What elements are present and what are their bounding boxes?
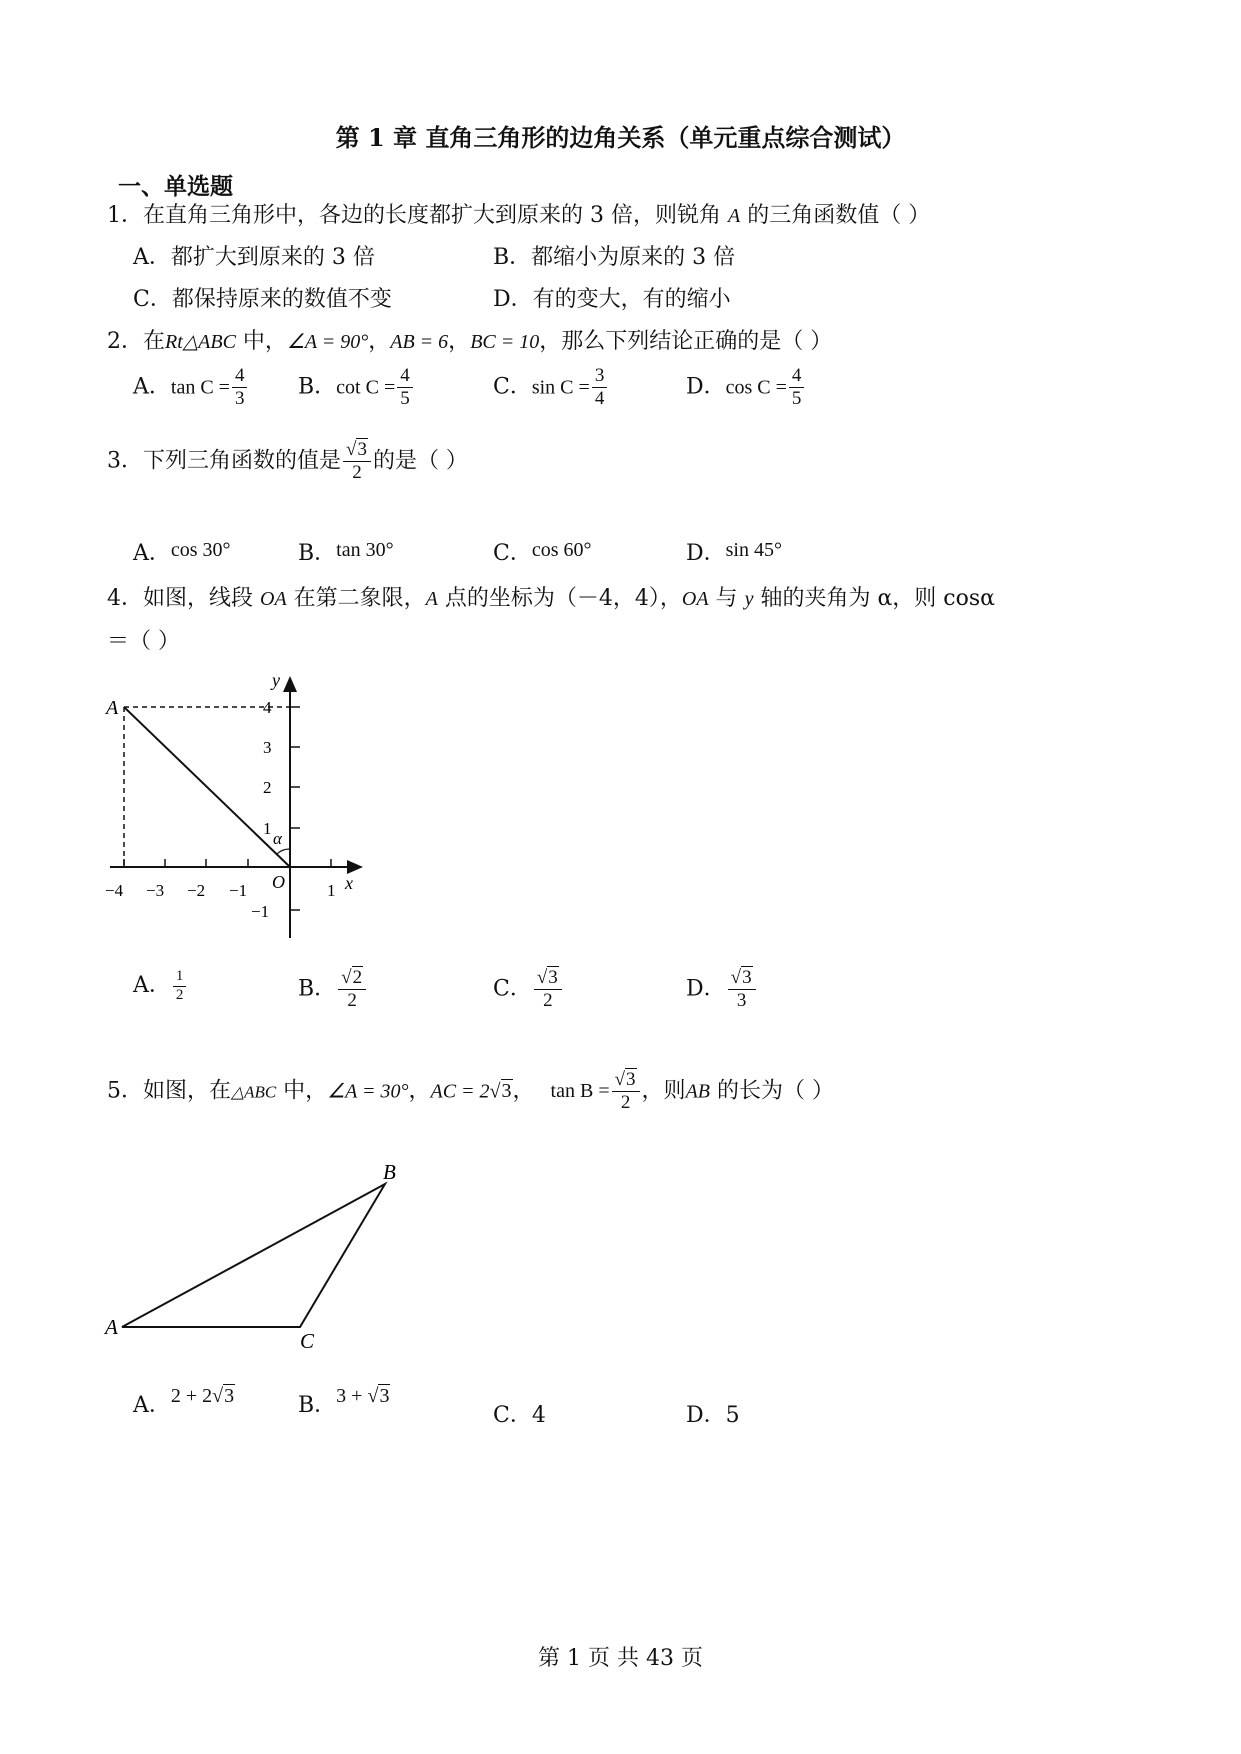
question-4	[107, 581, 995, 612]
page-footer: 第 1 页 共 43 页	[538, 1646, 703, 1671]
fraction-denominator: 2	[620, 1091, 631, 1113]
vertex-c-label: C	[300, 1329, 315, 1353]
option-expr: cos 30°	[170, 539, 231, 561]
x-axis-arrow	[347, 860, 363, 874]
option-label: A．	[133, 374, 171, 400]
fraction-numerator: √3	[534, 968, 562, 990]
point-a-label: A	[106, 697, 119, 719]
q4-text: 在第二象限，	[286, 586, 426, 611]
fraction-denominator: 5	[400, 387, 410, 409]
q3-option-d[interactable]	[686, 536, 782, 567]
q4-text: 轴的夹角为 α，则 cosα	[753, 586, 996, 611]
fraction-denominator: 2	[543, 989, 553, 1011]
fraction-numerator: 4	[397, 366, 413, 388]
q1-prefix: 1．在直角三角形中，各边的长度都扩大到原来的 3 倍，则锐角	[107, 203, 728, 228]
option-text: 有的变大，有的缩小	[532, 287, 731, 312]
option-expr: 2 + 2	[170, 1385, 213, 1407]
q5-ac: AC = 2	[430, 1080, 490, 1103]
fraction-denominator: 3	[234, 387, 245, 409]
q3-option-c[interactable]	[493, 536, 592, 567]
option-func: tan C =	[170, 376, 230, 399]
fraction-denominator: 4	[594, 387, 605, 409]
option-label: A．	[133, 1393, 171, 1418]
option-expr: sin 45°	[725, 539, 782, 561]
q3-prefix: 3．下列三角函数的值是	[107, 448, 341, 474]
option-sqrt: √3	[367, 1385, 390, 1407]
fraction	[173, 969, 187, 1004]
option-func: cot C =	[336, 376, 396, 399]
page-title: 第 1 章 直角三角形的边角关系（单元重点综合测试）	[335, 123, 906, 152]
radicand: 2	[352, 967, 363, 988]
fraction-denominator: 2	[347, 989, 357, 1011]
q5-ac-sqrt: √3	[489, 1080, 512, 1103]
q1-option-d[interactable]	[493, 282, 731, 313]
coordinate-figure	[95, 660, 385, 950]
fraction-numerator: 4	[789, 366, 805, 388]
fraction	[397, 366, 413, 409]
q5-text: ，则	[641, 1078, 686, 1104]
x-tick-label: −1	[229, 881, 248, 900]
q5-text: 的长为（ ）	[710, 1078, 834, 1104]
fraction-numerator: 4	[232, 366, 248, 388]
fraction-denominator: 5	[791, 387, 802, 409]
fraction-numerator: √3	[612, 1070, 640, 1092]
q5-option-d[interactable]	[686, 1398, 740, 1429]
fraction-numerator: √3	[728, 968, 756, 990]
option-label: C．	[493, 1403, 532, 1428]
fraction	[612, 1070, 640, 1113]
x-tick-label: −3	[146, 881, 165, 900]
q2-option-a[interactable]	[133, 366, 249, 409]
option-label: B．	[298, 541, 337, 566]
angle-label: α	[273, 829, 282, 848]
q4-oa: OA	[260, 588, 287, 610]
fraction-numerator: 3	[592, 366, 608, 388]
q4-option-c[interactable]	[493, 968, 564, 1011]
q1-option-a[interactable]	[133, 240, 375, 271]
q4-option-d[interactable]	[686, 968, 758, 1011]
fraction	[534, 968, 562, 1011]
fraction	[338, 968, 366, 1011]
x-tick-label: −4	[105, 881, 124, 900]
q5-option-b[interactable]	[298, 1385, 390, 1419]
q1-suffix: 的三角函数值（ ）	[740, 203, 931, 228]
q1-option-c[interactable]	[133, 282, 392, 313]
q2-suffix: ，那么下列结论正确的是（ ）	[539, 329, 833, 354]
triangle-figure	[100, 1150, 420, 1360]
fraction	[592, 366, 608, 409]
q5-text: 中，	[276, 1078, 328, 1104]
q2-ab: AB = 6	[390, 331, 449, 353]
q5-angle: ∠A = 30°	[327, 1080, 409, 1103]
q4-option-a[interactable]	[133, 968, 188, 1003]
option-expr: 3 +	[336, 1385, 368, 1407]
fraction	[232, 366, 248, 409]
y-axis-arrow	[283, 676, 297, 692]
radicand: 3	[224, 1385, 235, 1407]
fraction	[789, 366, 805, 409]
option-expr: cos 60°	[531, 539, 592, 561]
option-text: 4	[531, 1403, 546, 1428]
q1-option-b[interactable]	[493, 240, 735, 271]
x-tick-label: −2	[187, 881, 206, 900]
q2-triangle: Rt△ABC	[165, 331, 236, 353]
question-1	[107, 198, 930, 229]
y-tick-label: 4	[263, 698, 272, 717]
question-5	[107, 1070, 834, 1113]
x-tick-label: 1	[327, 881, 336, 900]
q2-option-d[interactable]	[686, 366, 806, 409]
option-label: D．	[686, 1403, 726, 1428]
fraction-denominator: 3	[736, 989, 747, 1011]
fraction	[343, 440, 371, 483]
q4-option-b[interactable]	[298, 968, 368, 1011]
y-tick-label: 2	[263, 778, 272, 797]
triangle-abc	[122, 1184, 385, 1327]
fraction	[728, 968, 756, 1011]
radicand: 3	[501, 1080, 512, 1103]
option-text: 5	[725, 1403, 740, 1428]
option-text: 都扩大到原来的 3 倍	[170, 245, 375, 270]
q3-option-b[interactable]	[298, 536, 394, 567]
q4-line2: ＝（ ）	[107, 629, 180, 654]
q4-text: 与	[708, 586, 745, 611]
radicand: 3	[379, 1385, 390, 1407]
fraction-denominator: 2	[175, 986, 184, 1003]
q2-option-b[interactable]	[298, 366, 415, 409]
vertex-b-label: B	[383, 1160, 396, 1184]
q4-text: 点的坐标为（－4，4），	[437, 586, 682, 611]
q4-y: y	[744, 588, 754, 610]
option-label: B．	[493, 245, 532, 270]
q2-option-c[interactable]	[493, 366, 609, 409]
y-tick-label: 3	[263, 738, 272, 757]
y-axis-label: y	[272, 670, 280, 690]
q4-text: 4．如图，线段	[107, 586, 260, 611]
option-label: A．	[133, 245, 171, 270]
option-label: B．	[298, 374, 337, 400]
option-label: A．	[133, 541, 171, 566]
radicand: 3	[548, 967, 558, 988]
q2-bc: BC = 10	[470, 331, 540, 353]
y-tick-label: 1	[263, 819, 272, 838]
q1-var: A	[727, 205, 741, 227]
q5-text: ，	[512, 1078, 535, 1104]
q2-sep: ，	[368, 329, 391, 354]
option-text: 都缩小为原来的 3 倍	[531, 245, 736, 270]
option-label: D．	[686, 976, 726, 1002]
q5-option-c[interactable]	[493, 1398, 546, 1429]
q2-mid: 中，	[235, 329, 287, 354]
q3-suffix: 的是（ ）	[372, 448, 468, 474]
radicand: 3	[742, 967, 752, 988]
y-tick-label: −1	[251, 902, 270, 921]
option-label: D．	[686, 541, 726, 566]
option-label: B．	[298, 976, 337, 1002]
vertex-a-label: A	[105, 1315, 118, 1339]
q2-angle: ∠A = 90°	[286, 331, 369, 353]
q4-a: A	[425, 588, 438, 610]
option-label: D．	[686, 374, 726, 400]
option-label: C．	[493, 374, 532, 400]
fraction-numerator: √3	[343, 440, 371, 462]
option-sqrt: √3	[212, 1385, 235, 1407]
fraction-denominator: 2	[352, 461, 362, 483]
option-text: 都保持原来的数值不变	[171, 287, 392, 312]
option-label: C．	[493, 976, 532, 1002]
radicand: 3	[357, 439, 367, 460]
q3-option-a[interactable]	[133, 536, 231, 567]
origin-label: O	[272, 872, 285, 892]
option-label: C．	[493, 541, 532, 566]
q5-triangle: △ABC	[231, 1082, 277, 1102]
fraction-numerator: 1	[173, 969, 187, 987]
option-label: C．	[133, 287, 172, 312]
q5-text: ，	[408, 1078, 431, 1104]
option-label: D．	[493, 287, 533, 312]
q5-tan: tan B =	[550, 1080, 610, 1103]
fraction-numerator: √2	[338, 968, 366, 990]
question-2	[107, 324, 832, 355]
angle-arc	[277, 849, 290, 854]
q4-oa: OA	[681, 588, 709, 610]
option-func: sin C =	[531, 376, 590, 399]
q5-ab: AB	[685, 1080, 710, 1103]
option-func: cos C =	[725, 376, 787, 399]
x-axis-label: x	[345, 873, 353, 893]
radicand: 3	[626, 1069, 636, 1090]
q5-text: 5．如图，在	[107, 1078, 231, 1104]
option-label: A．	[133, 973, 171, 998]
question-3	[107, 440, 468, 483]
option-label: B．	[298, 1393, 337, 1418]
q2-sep: ，	[448, 329, 471, 354]
section-heading: 一、单选题	[118, 173, 233, 200]
q2-prefix: 2．在	[107, 329, 165, 354]
q5-option-a[interactable]	[133, 1385, 235, 1419]
option-expr: tan 30°	[336, 539, 394, 561]
